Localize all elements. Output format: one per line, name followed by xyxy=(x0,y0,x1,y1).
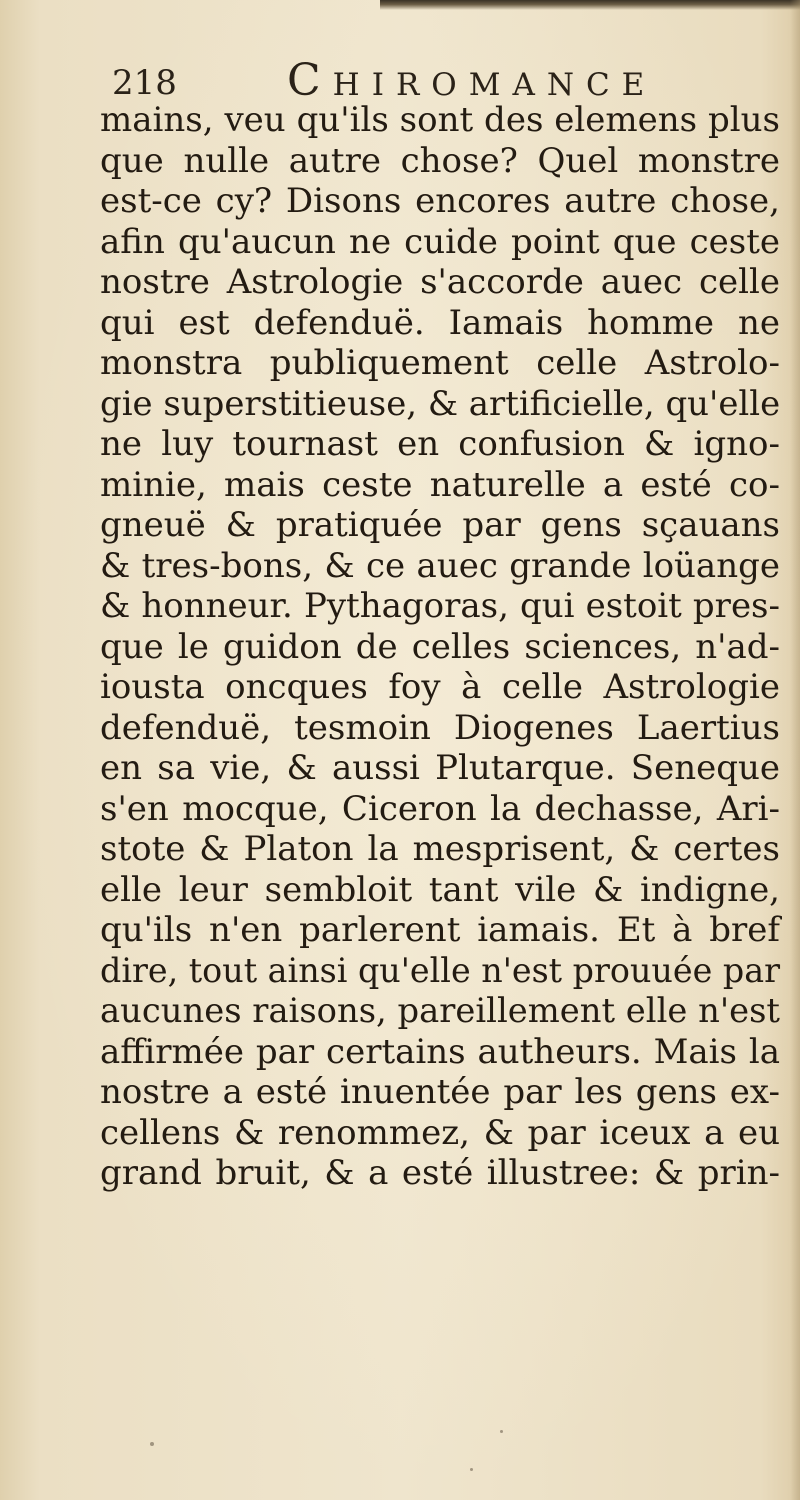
text-line: gie superstitieuse, & artificielle, qu'elle xyxy=(100,383,781,424)
text-line: iousta oncques foy à celle Astrologie xyxy=(100,667,780,707)
text-line: & honneur. Pythagoras, qui estoit pres- xyxy=(100,586,780,626)
ink-speck xyxy=(500,1430,503,1433)
text-line: que le guidon de celles sciences, n'ad- xyxy=(100,626,780,667)
text-line: afin qu'aucun ne cuide point que ceste xyxy=(100,221,780,262)
text-line: stote & Platon la mesprisent, & certes xyxy=(100,829,780,869)
page-top-edge-shadow xyxy=(380,0,800,10)
body-text xyxy=(100,100,780,1194)
text-line: ne luy tournast en confusion & igno- xyxy=(100,424,780,464)
text-line: est-ce cy? Disons encores autre chose, xyxy=(100,181,780,221)
text-line: en sa vie, & aussi Plutarque. Seneque xyxy=(100,748,780,788)
ink-speck xyxy=(150,1442,154,1446)
text-line: nostre Astrologie s'accorde auec celle xyxy=(100,262,780,302)
text-line: minie, mais ceste naturelle a esté co- xyxy=(100,464,780,505)
text-line: aucunes raisons, pareillement elle n'est xyxy=(100,991,780,1031)
page-gutter-shadow xyxy=(790,0,800,1500)
text-line: gneuë & pratiquée par gens sçauans xyxy=(100,505,780,545)
text-line: affirmée par certains autheurs. Mais la xyxy=(100,1031,780,1072)
text-line: cellens & renommez, & par iceux a eu xyxy=(100,1112,780,1153)
running-title: Chiromance xyxy=(287,55,657,106)
page-number: 218 xyxy=(112,63,177,103)
text-line: & tres-bons, & ce auec grande loüange xyxy=(100,545,780,586)
text-line: elle leur sembloit tant vile & indigne, xyxy=(100,869,780,910)
bottom-page-marks xyxy=(140,1420,640,1480)
text-line: monstra publiquement celle Astrolo- xyxy=(100,343,780,383)
ink-speck xyxy=(470,1468,473,1471)
text-line: defenduë, tesmoin Diogenes Laertius xyxy=(100,707,780,748)
text-line: qu'ils n'en parlerent iamais. Et à bref xyxy=(100,910,780,950)
text-line: nostre a esté inuentée par les gens ex- xyxy=(100,1072,780,1112)
page-header xyxy=(112,55,762,105)
text-line: grand bruit, & a esté illustree: & prin- xyxy=(100,1153,780,1193)
text-line: mains, veu qu'ils sont des elemens plus xyxy=(100,100,780,140)
text-line: qui est defenduë. Iamais homme ne xyxy=(100,302,780,343)
text-line: dire, tout ainsi qu'elle n'est prouuée par xyxy=(100,950,780,991)
text-line: que nulle autre chose? Quel monstre xyxy=(100,140,780,181)
text-line: s'en mocque, Ciceron la dechasse, Ari- xyxy=(100,788,780,829)
